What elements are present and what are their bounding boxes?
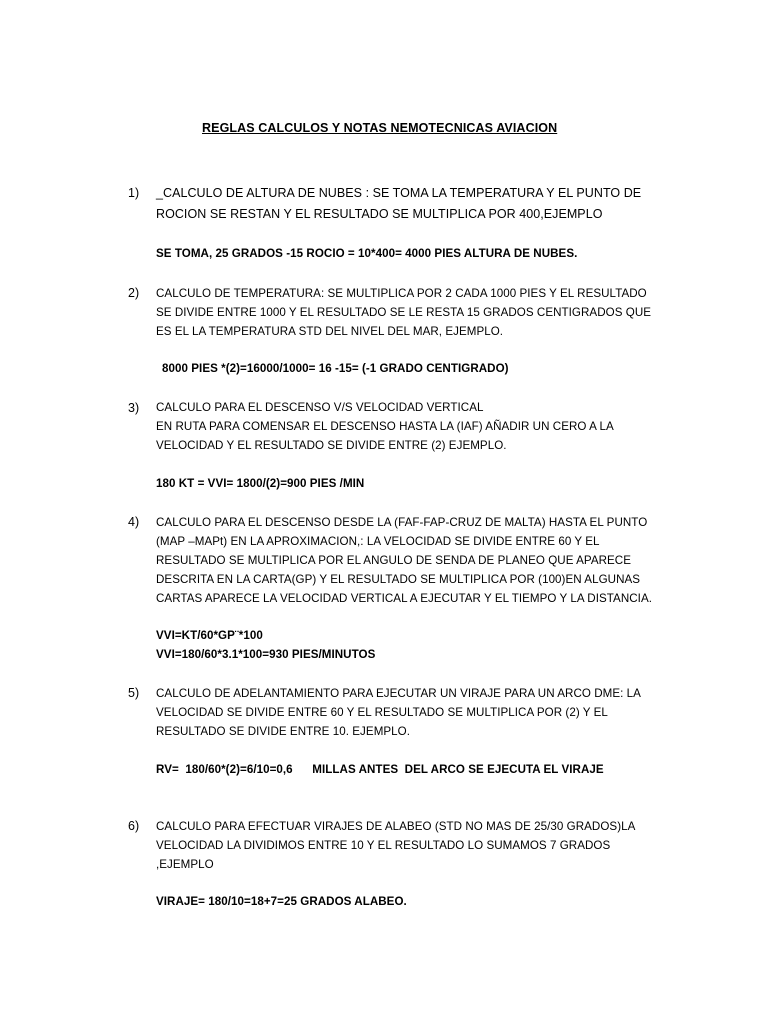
- item-example: VVI=KT/60*GP¨*100: [156, 629, 263, 642]
- item-example: RV= 180/60*(2)=6/10=0,6 MILLAS ANTES DEL ARCO SE EJECUTA EL VIRAJE: [156, 763, 604, 776]
- item-text-line: VELOCIDAD LA DIVIDIMOS ENTRE 10 Y EL RESULTADO LO SUMAMOS 7 GRADOS: [156, 839, 611, 852]
- item-text-line: DESCRITA EN LA CARTA(GP) Y EL RESULTADO SE MULTIPLICA POR (100)EN ALGUNAS: [156, 573, 641, 586]
- item-text-line: RESULTADO SE MULTIPLICA POR EL ANGULO DE SENDA DE PLANEO QUE APARECE: [156, 554, 632, 567]
- item-text-line: CALCULO PARA EL DESCENSO V/S VELOCIDAD VERTICAL: [156, 401, 484, 414]
- item-number: 1): [128, 186, 140, 200]
- item-number: 3): [128, 401, 140, 415]
- item-text-line: SE DIVIDE ENTRE 1000 Y EL RESULTADO SE LE RESTA 15 GRADOS CENTIGRADOS QUE: [156, 306, 652, 319]
- item-text-line: CALCULO PARA EFECTUAR VIRAJES DE ALABEO (STD NO MAS DE 25/30 GRADOS)LA: [156, 820, 636, 833]
- item-text-line: _CALCULO DE ALTURA DE NUBES : SE TOMA LA TEMPERATURA Y EL PUNTO DE: [156, 186, 642, 200]
- item-text-line: CALCULO DE ADELANTAMIENTO PARA EJECUTAR UN VIRAJE PARA UN ARCO DME: LA: [156, 687, 641, 700]
- item-text-line: (MAP –MAPt) EN LA APROXIMACION,: LA VELOCIDAD SE DIVIDE ENTRE 60 Y EL: [156, 535, 600, 548]
- item-text-line: ES EL LA TEMPERATURA STD DEL NIVEL DEL MAR, EJEMPLO.: [156, 325, 504, 338]
- item-number: 2): [128, 286, 140, 300]
- item-number: 6): [128, 819, 140, 833]
- item-example: 180 KT = VVI= 1800/(2)=900 PIES /MIN: [156, 477, 365, 490]
- item-text-line: EN RUTA PARA COMENSAR EL DESCENSO HASTA LA (IAF) AÑADIR UN CERO A LA: [156, 420, 614, 433]
- item-example: VIRAJE= 180/10=18+7=25 GRADOS ALABEO.: [156, 895, 407, 908]
- item-text-line: VELOCIDAD Y EL RESULTADO SE DIVIDE ENTRE (2) EJEMPLO.: [156, 439, 507, 452]
- item-text-line: VELOCIDAD SE DIVIDE ENTRE 60 Y EL RESULTADO SE MULTIPLICA POR (2) Y EL: [156, 706, 608, 719]
- item-text-line: CALCULO PARA EL DESCENSO DESDE LA (FAF-FAP-CRUZ DE MALTA) HASTA EL PUNTO: [156, 516, 648, 529]
- item-text-line: CALCULO DE TEMPERATURA: SE MULTIPLICA POR 2 CADA 1000 PIES Y EL RESULTADO: [156, 287, 647, 300]
- document-title: REGLAS CALCULOS Y NOTAS NEMOTECNICAS AVIACION: [202, 121, 558, 135]
- item-text-line: CARTAS APARECE LA VELOCIDAD VERTICAL A EJECUTAR Y EL TIEMPO Y LA DISTANCIA.: [156, 592, 653, 605]
- item-number: 4): [128, 515, 140, 529]
- item-example: SE TOMA, 25 GRADOS -15 ROCIO = 10*400= 4000 PIES ALTURA DE NUBES.: [156, 247, 578, 260]
- item-text-line: RESULTADO SE DIVIDE ENTRE 10. EJEMPLO.: [156, 725, 411, 738]
- item-example: 8000 PIES *(2)=16000/1000= 16 -15= (-1 GRADO CENTIGRADO): [162, 362, 509, 375]
- item-number: 5): [128, 686, 140, 700]
- item-text-line: ROCION SE RESTAN Y EL RESULTADO SE MULTIPLICA POR 400,EJEMPLO: [156, 207, 603, 221]
- item-example: VVI=180/60*3.1*100=930 PIES/MINUTOS: [156, 648, 376, 661]
- item-text-line: ,EJEMPLO: [156, 858, 214, 871]
